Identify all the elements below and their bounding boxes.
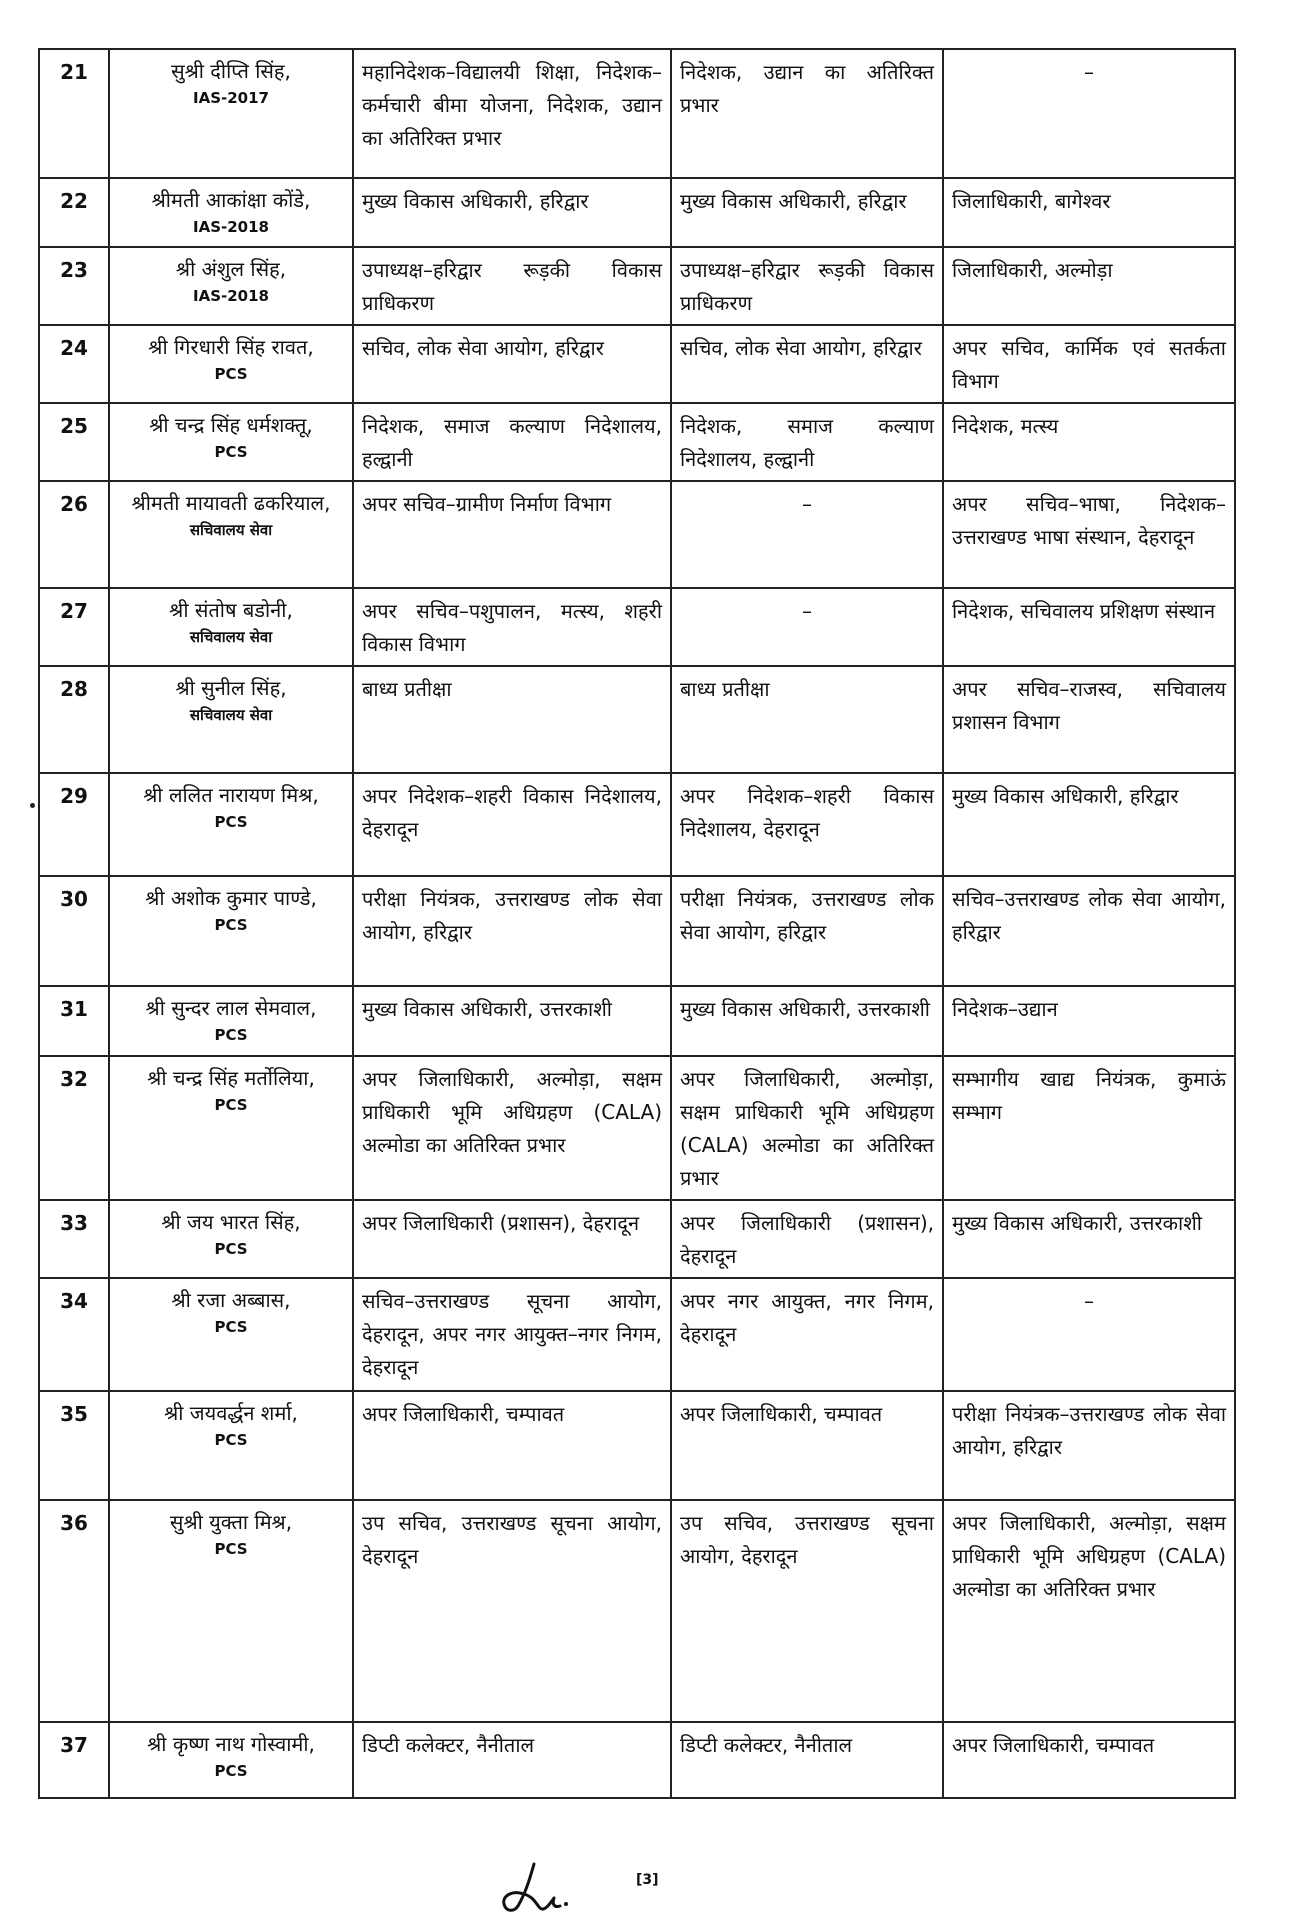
table-row bbox=[39, 403, 1235, 481]
new-posting: परीक्षा नियंत्रक–उत्तराखण्ड लोक सेवा आयोग, हरिद्वार bbox=[943, 1391, 1235, 1500]
table-row bbox=[39, 178, 1235, 247]
officer-cell bbox=[109, 247, 353, 325]
released-charge: सचिव, लोक सेवा आयोग, हरिद्वार bbox=[671, 325, 943, 403]
officer-service: IAS-2017 bbox=[193, 89, 269, 107]
officer-name: श्री अशोक कुमार पाण्डे, bbox=[145, 886, 317, 910]
table-row bbox=[39, 1056, 1235, 1200]
officer-cell bbox=[109, 876, 353, 986]
current-posting: उपाध्यक्ष–हरिद्वार रूड़की विकास प्राधिकरण bbox=[353, 247, 671, 325]
postings-table bbox=[38, 48, 1236, 1799]
new-posting: निदेशक, सचिवालय प्रशिक्षण संस्थान bbox=[943, 588, 1235, 666]
row-number: 37 bbox=[39, 1722, 109, 1798]
officer-name: सुश्री युक्ता मिश्र, bbox=[169, 1510, 293, 1534]
released-charge: – bbox=[671, 588, 943, 666]
released-charge: बाध्य प्रतीक्षा bbox=[671, 666, 943, 773]
current-posting: अपर जिलाधिकारी, अल्मोड़ा, सक्षम प्राधिकारी भूमि अधिग्रहण (CALA) अल्मोडा का अतिरिक्त प्रभार bbox=[353, 1056, 671, 1200]
current-posting: मुख्य विकास अधिकारी, हरिद्वार bbox=[353, 178, 671, 247]
new-posting: मुख्य विकास अधिकारी, उत्तरकाशी bbox=[943, 1200, 1235, 1278]
officer-name: श्री सुनील सिंह, bbox=[175, 676, 287, 700]
released-charge: परीक्षा नियंत्रक, उत्तराखण्ड लोक सेवा आयोग, हरिद्वार bbox=[671, 876, 943, 986]
officer-cell bbox=[109, 403, 353, 481]
officer-name: श्री कृष्ण नाथ गोस्वामी, bbox=[147, 1732, 315, 1756]
current-posting: सचिव–उत्तराखण्ड सूचना आयोग, देहरादून, अपर नगर आयुक्त–नगर निगम, देहरादून bbox=[353, 1278, 671, 1391]
new-posting: सम्भागीय खाद्य नियंत्रक, कुमाऊं सम्भाग bbox=[943, 1056, 1235, 1200]
table-row bbox=[39, 588, 1235, 666]
table-row bbox=[39, 247, 1235, 325]
current-posting: बाध्य प्रतीक्षा bbox=[353, 666, 671, 773]
new-posting: मुख्य विकास अधिकारी, हरिद्वार bbox=[943, 773, 1235, 876]
officer-name: श्री अंशुल सिंह, bbox=[175, 257, 287, 281]
new-posting: अपर जिलाधिकारी, अल्मोड़ा, सक्षम प्राधिकारी भूमि अधिग्रहण (CALA) अल्मोडा का अतिरिक्त प्रभार bbox=[943, 1500, 1235, 1722]
officer-cell bbox=[109, 1391, 353, 1500]
officer-service: IAS-2018 bbox=[193, 218, 269, 236]
officer-service: सचिवालय सेवा bbox=[189, 521, 273, 539]
officer-name: श्री रजा अब्बास, bbox=[171, 1288, 291, 1312]
released-charge: अपर जिलाधिकारी, चम्पावत bbox=[671, 1391, 943, 1500]
row-number: 21 bbox=[39, 49, 109, 178]
table-row bbox=[39, 1278, 1235, 1391]
officer-cell bbox=[109, 1722, 353, 1798]
officer-service: PCS bbox=[214, 1540, 248, 1558]
row-number: 31 bbox=[39, 986, 109, 1056]
row-number: 28 bbox=[39, 666, 109, 773]
officer-name: श्री जय भारत सिंह, bbox=[161, 1210, 301, 1234]
table-row bbox=[39, 481, 1235, 588]
current-posting: निदेशक, समाज कल्याण निदेशालय, हल्द्वानी bbox=[353, 403, 671, 481]
officer-name: श्री गिरधारी सिंह रावत, bbox=[148, 335, 314, 359]
officer-service: PCS bbox=[214, 916, 248, 934]
officer-cell bbox=[109, 666, 353, 773]
row-number: 35 bbox=[39, 1391, 109, 1500]
new-posting: अपर सचिव–भाषा, निदेशक–उत्तराखण्ड भाषा संस्थान, देहरादून bbox=[943, 481, 1235, 588]
current-posting: मुख्य विकास अधिकारी, उत्तरकाशी bbox=[353, 986, 671, 1056]
row-number: 34 bbox=[39, 1278, 109, 1391]
officer-name: सुश्री दीप्ति सिंह, bbox=[171, 59, 291, 83]
officer-name: श्री सुन्दर लाल सेमवाल, bbox=[145, 996, 317, 1020]
released-charge: उपाध्यक्ष–हरिद्वार रूड़की विकास प्राधिकरण bbox=[671, 247, 943, 325]
officer-cell bbox=[109, 178, 353, 247]
officer-service: PCS bbox=[214, 365, 248, 383]
released-charge: अपर जिलाधिकारी (प्रशासन), देहरादून bbox=[671, 1200, 943, 1278]
released-charge: – bbox=[671, 481, 943, 588]
officer-service: PCS bbox=[214, 813, 248, 831]
officer-cell bbox=[109, 1278, 353, 1391]
officer-service: PCS bbox=[214, 1318, 248, 1336]
current-posting: सचिव, लोक सेवा आयोग, हरिद्वार bbox=[353, 325, 671, 403]
officer-name: श्री संतोष बडोनी, bbox=[169, 598, 293, 622]
officer-service: PCS bbox=[214, 1026, 248, 1044]
row-number: 29 bbox=[39, 773, 109, 876]
released-charge: अपर जिलाधिकारी, अल्मोड़ा, सक्षम प्राधिकारी भूमि अधिग्रहण (CALA) अल्मोडा का अतिरिक्त प्रभार bbox=[671, 1056, 943, 1200]
released-charge: डिप्टी कलेक्टर, नैनीताल bbox=[671, 1722, 943, 1798]
table-row bbox=[39, 986, 1235, 1056]
officer-cell bbox=[109, 1500, 353, 1722]
officer-service: IAS-2018 bbox=[193, 287, 269, 305]
handwritten-signature-icon bbox=[496, 1858, 586, 1918]
officer-cell bbox=[109, 49, 353, 178]
current-posting: परीक्षा नियंत्रक, उत्तराखण्ड लोक सेवा आयोग, हरिद्वार bbox=[353, 876, 671, 986]
new-posting: – bbox=[943, 49, 1235, 178]
officer-cell bbox=[109, 325, 353, 403]
row-number: 30 bbox=[39, 876, 109, 986]
current-posting: अपर सचिव–पशुपालन, मत्स्य, शहरी विकास विभाग bbox=[353, 588, 671, 666]
current-posting: अपर सचिव–ग्रामीण निर्माण विभाग bbox=[353, 481, 671, 588]
officer-cell bbox=[109, 773, 353, 876]
table-row bbox=[39, 876, 1235, 986]
officer-cell bbox=[109, 481, 353, 588]
officer-name: श्री ललित नारायण मिश्र, bbox=[143, 783, 319, 807]
officer-cell bbox=[109, 986, 353, 1056]
row-number: 23 bbox=[39, 247, 109, 325]
table-row bbox=[39, 666, 1235, 773]
released-charge: मुख्य विकास अधिकारी, उत्तरकाशी bbox=[671, 986, 943, 1056]
released-charge: अपर नगर आयुक्त, नगर निगम, देहरादून bbox=[671, 1278, 943, 1391]
current-posting: उप सचिव, उत्तराखण्ड सूचना आयोग, देहरादून bbox=[353, 1500, 671, 1722]
table-row bbox=[39, 49, 1235, 178]
current-posting: डिप्टी कलेक्टर, नैनीताल bbox=[353, 1722, 671, 1798]
officer-cell bbox=[109, 1200, 353, 1278]
table-row bbox=[39, 325, 1235, 403]
released-charge: निदेशक, समाज कल्याण निदेशालय, हल्द्वानी bbox=[671, 403, 943, 481]
officer-name: श्री चन्द्र सिंह मर्तोलिया, bbox=[147, 1066, 315, 1090]
released-charge: निदेशक, उद्यान का अतिरिक्त प्रभार bbox=[671, 49, 943, 178]
current-posting: अपर जिलाधिकारी, चम्पावत bbox=[353, 1391, 671, 1500]
current-posting: अपर जिलाधिकारी (प्रशासन), देहरादून bbox=[353, 1200, 671, 1278]
officer-service: PCS bbox=[214, 1431, 248, 1449]
row-number: 22 bbox=[39, 178, 109, 247]
officer-service: PCS bbox=[214, 1762, 248, 1780]
table-row bbox=[39, 1500, 1235, 1722]
officer-name: श्री चन्द्र सिंह धर्मशक्तू, bbox=[149, 413, 313, 437]
officer-name: श्रीमती आकांक्षा कोंडे, bbox=[151, 188, 311, 212]
table-row bbox=[39, 1722, 1235, 1798]
new-posting: निदेशक, मत्स्य bbox=[943, 403, 1235, 481]
released-charge: उप सचिव, उत्तराखण्ड सूचना आयोग, देहरादून bbox=[671, 1500, 943, 1722]
new-posting: निदेशक–उद्यान bbox=[943, 986, 1235, 1056]
table-row bbox=[39, 773, 1235, 876]
row-number: 32 bbox=[39, 1056, 109, 1200]
officer-service: PCS bbox=[214, 1240, 248, 1258]
new-posting: – bbox=[943, 1278, 1235, 1391]
officer-service: PCS bbox=[214, 443, 248, 461]
officer-name: श्रीमती मायावती ढकरियाल, bbox=[131, 491, 331, 515]
margin-dot bbox=[30, 803, 35, 808]
new-posting: अपर जिलाधिकारी, चम्पावत bbox=[943, 1722, 1235, 1798]
row-number: 24 bbox=[39, 325, 109, 403]
officer-service: सचिवालय सेवा bbox=[189, 706, 273, 724]
officer-cell bbox=[109, 588, 353, 666]
current-posting: अपर निदेशक–शहरी विकास निदेशालय, देहरादून bbox=[353, 773, 671, 876]
row-number: 26 bbox=[39, 481, 109, 588]
released-charge: अपर निदेशक–शहरी विकास निदेशालय, देहरादून bbox=[671, 773, 943, 876]
new-posting: जिलाधिकारी, अल्मोड़ा bbox=[943, 247, 1235, 325]
postings-table-body bbox=[39, 49, 1235, 1798]
new-posting: अपर सचिव, कार्मिक एवं सतर्कता विभाग bbox=[943, 325, 1235, 403]
officer-name: श्री जयवर्द्धन शर्मा, bbox=[164, 1401, 298, 1425]
page-number: [3] bbox=[636, 1872, 659, 1888]
new-posting: अपर सचिव–राजस्व, सचिवालय प्रशासन विभाग bbox=[943, 666, 1235, 773]
released-charge: मुख्य विकास अधिकारी, हरिद्वार bbox=[671, 178, 943, 247]
row-number: 33 bbox=[39, 1200, 109, 1278]
table-row bbox=[39, 1200, 1235, 1278]
officer-cell bbox=[109, 1056, 353, 1200]
new-posting: सचिव–उत्तराखण्ड लोक सेवा आयोग, हरिद्वार bbox=[943, 876, 1235, 986]
officer-service: सचिवालय सेवा bbox=[189, 628, 273, 646]
table-row bbox=[39, 1391, 1235, 1500]
row-number: 27 bbox=[39, 588, 109, 666]
row-number: 25 bbox=[39, 403, 109, 481]
new-posting: जिलाधिकारी, बागेश्वर bbox=[943, 178, 1235, 247]
officer-service: PCS bbox=[214, 1096, 248, 1114]
current-posting: महानिदेशक–विद्यालयी शिक्षा, निदेशक–कर्मचारी बीमा योजना, निदेशक, उद्यान का अतिरिक्त प्रभार bbox=[353, 49, 671, 178]
row-number: 36 bbox=[39, 1500, 109, 1722]
